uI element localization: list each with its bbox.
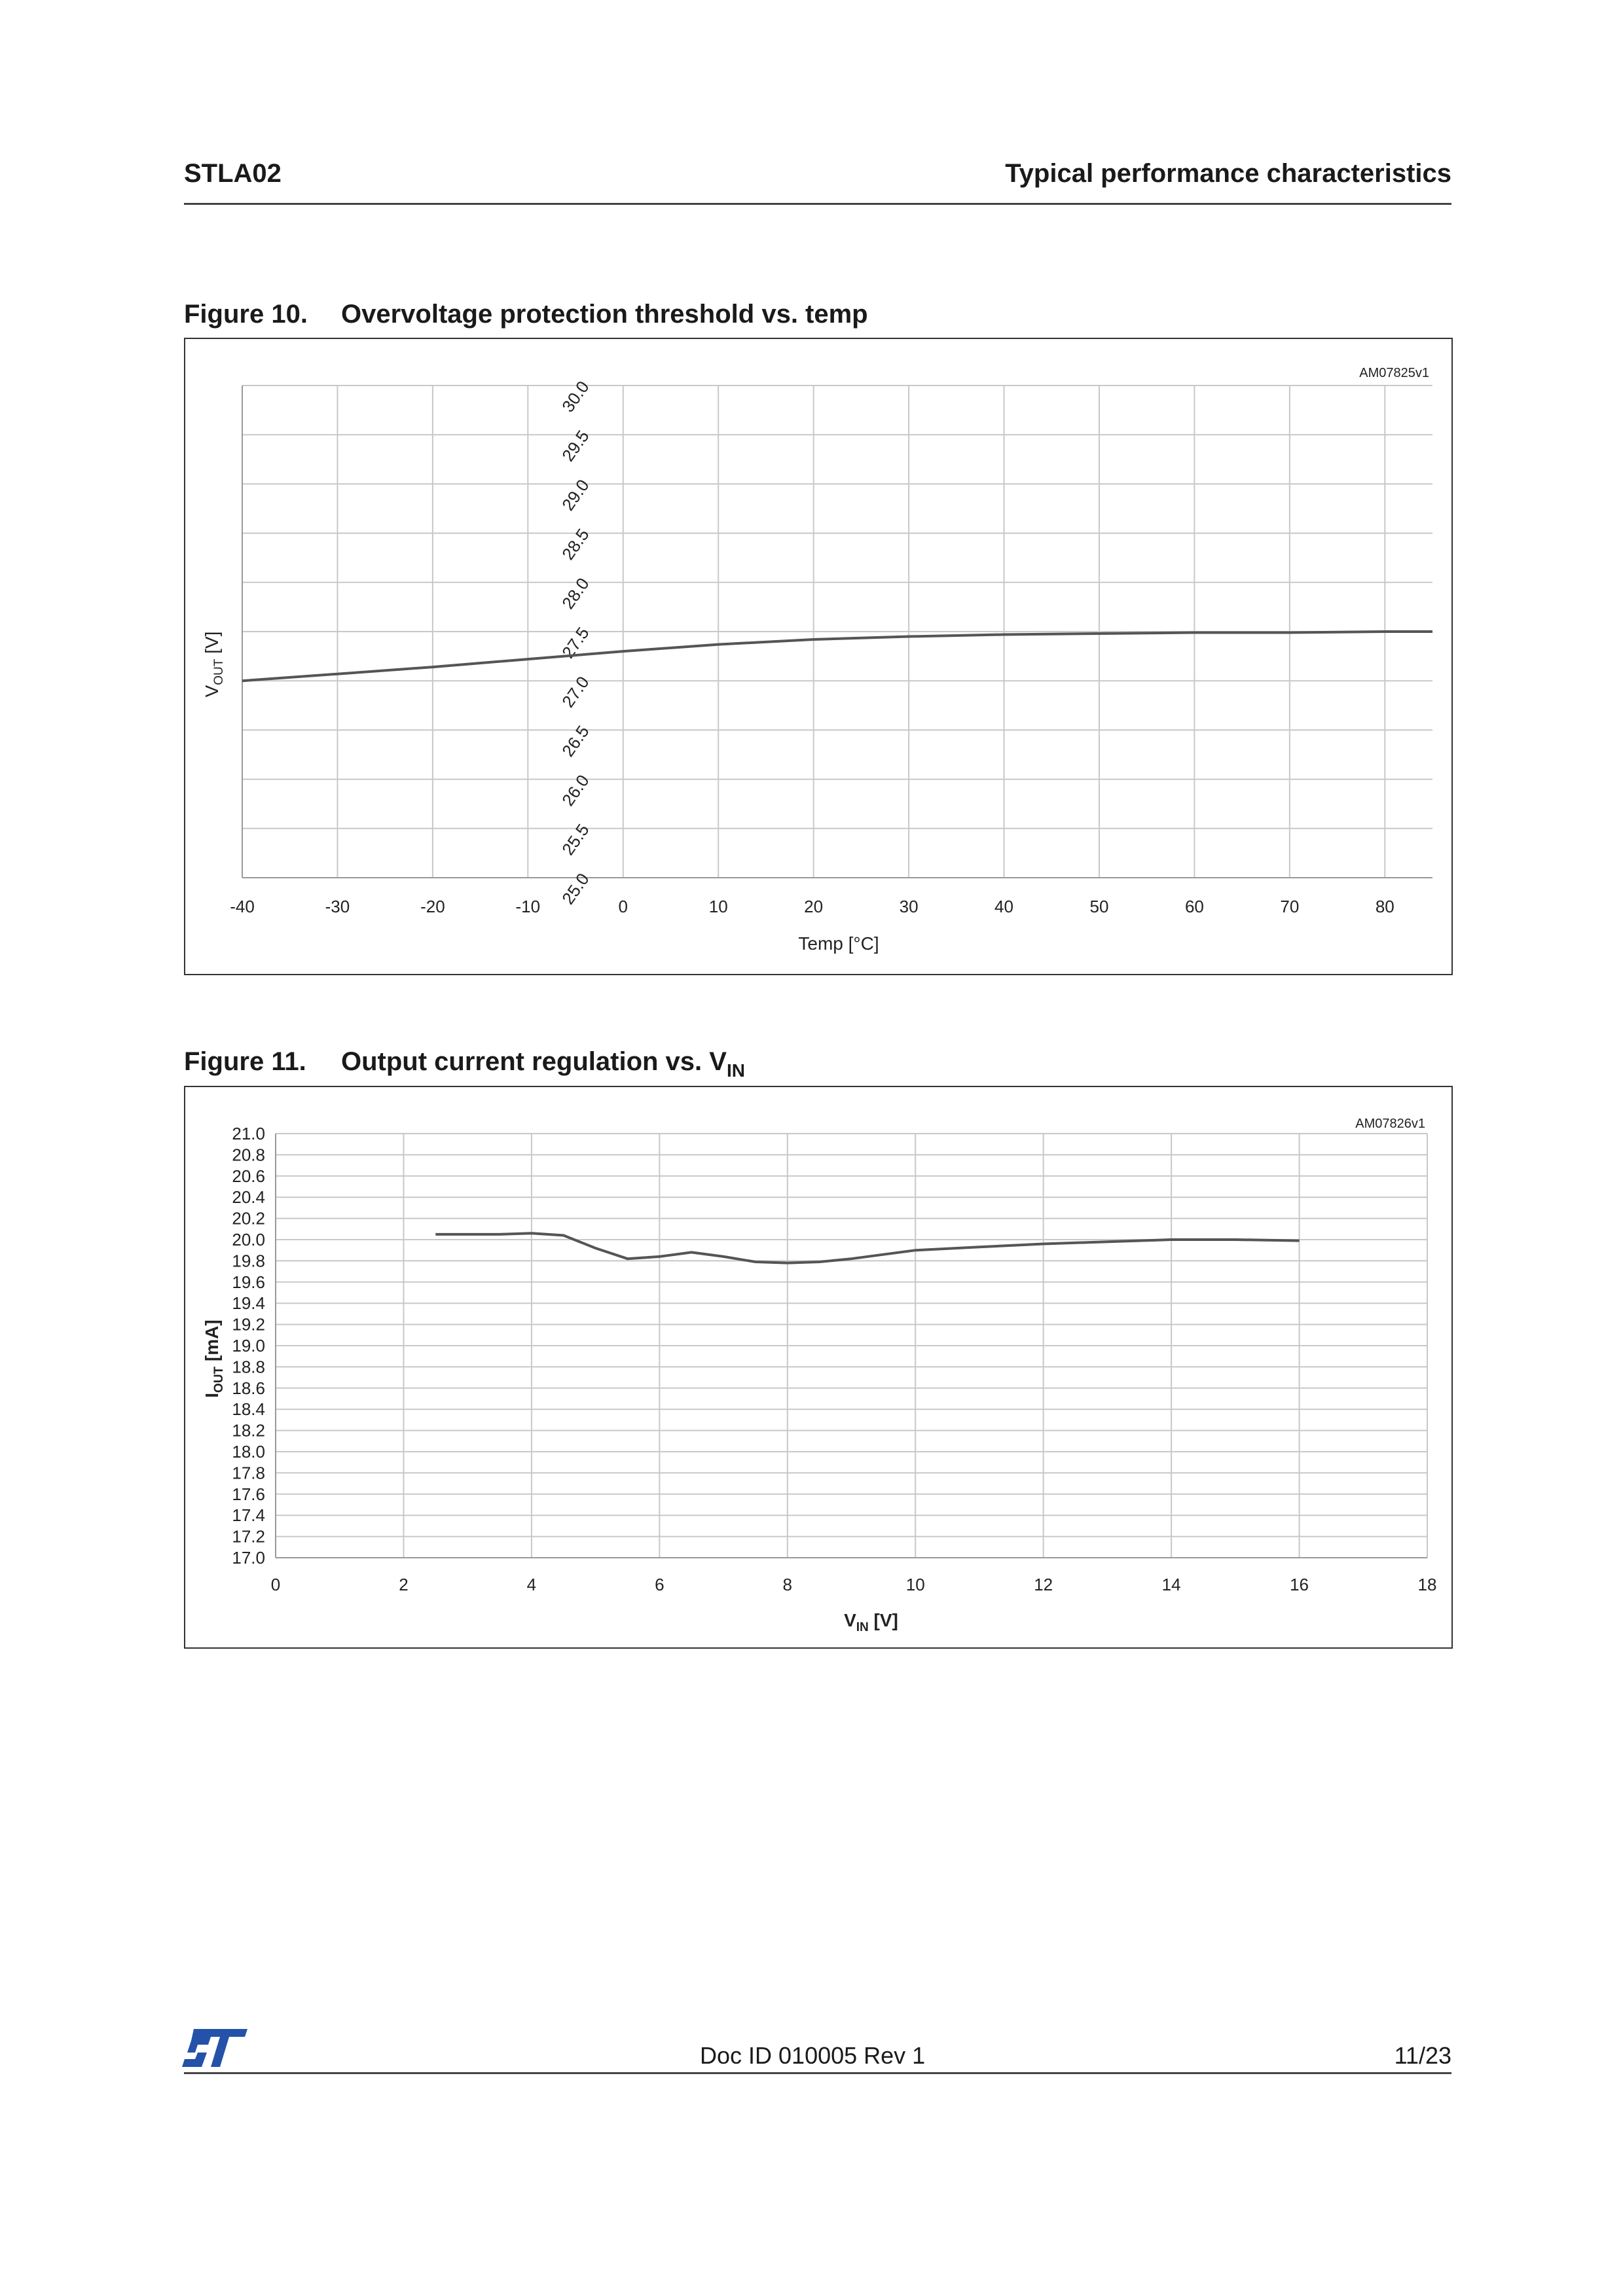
- x-tick-label: 0: [618, 897, 628, 916]
- y-tick-label: 18.2: [232, 1420, 265, 1441]
- y-tick-label: 26.0: [558, 771, 593, 810]
- y-tick-label: 18.0: [232, 1442, 265, 1462]
- y-tick-label: 19.2: [232, 1314, 265, 1335]
- x-tick-label: 18: [1417, 1575, 1437, 1594]
- x-tick-label: 6: [655, 1575, 665, 1594]
- figure-10-caption: [184, 300, 868, 329]
- st-logo: [182, 2028, 249, 2068]
- y-tick-label: 27.5: [558, 623, 593, 662]
- figure-11-title-subscript: IN: [726, 1060, 745, 1081]
- x-tick-label: 10: [905, 1575, 925, 1594]
- figure-10-chart: [185, 339, 1451, 974]
- footer-rule: [184, 2072, 1451, 2074]
- y-tick-label: 20.6: [232, 1166, 265, 1186]
- y-tick-label: 20.4: [232, 1187, 265, 1208]
- y-tick-label: 17.4: [232, 1505, 265, 1526]
- y-tick-label: 25.5: [558, 820, 593, 859]
- x-tick-label: 16: [1290, 1575, 1309, 1594]
- series-line-iout: [435, 1233, 1299, 1263]
- x-tick-label: 30: [899, 897, 919, 916]
- y-axis-label: $V_{OUT}$ [V]: [202, 631, 226, 698]
- y-tick-label: 19.4: [232, 1293, 265, 1314]
- y-tick-label: 18.6: [232, 1378, 265, 1398]
- x-tick-label: 8: [782, 1575, 793, 1594]
- x-tick-label: -30: [325, 897, 350, 916]
- x-tick-label: 10: [708, 897, 728, 916]
- y-tick-label: 28.5: [558, 525, 593, 564]
- x-tick-label: 60: [1184, 897, 1204, 916]
- x-tick-label: 4: [526, 1575, 537, 1594]
- x-tick-label: 70: [1280, 897, 1300, 916]
- x-tick-label: -10: [515, 897, 541, 916]
- x-tick-label: 80: [1375, 897, 1395, 916]
- y-tick-label: 19.8: [232, 1251, 265, 1271]
- y-tick-label: 21.0: [232, 1124, 265, 1143]
- y-tick-label: 17.0: [232, 1548, 265, 1568]
- footer-page-number: 11/23: [1394, 2042, 1451, 2069]
- y-tick-label: 25.0: [558, 869, 593, 908]
- y-tick-label: 19.0: [232, 1336, 265, 1355]
- figure-11-box: [184, 1086, 1453, 1649]
- y-tick-label: 27.0: [558, 672, 593, 711]
- figure-10-title: Overvoltage protection threshold vs. temp: [341, 300, 868, 329]
- x-axis-label: $V_{IN}$ [V]: [844, 1610, 898, 1634]
- y-tick-label: 20.0: [232, 1230, 265, 1249]
- x-tick-label: -40: [230, 897, 255, 916]
- y-tick-label: 17.2: [232, 1526, 265, 1547]
- y-tick-label: 28.0: [558, 574, 593, 613]
- y-tick-label: 18.4: [232, 1399, 265, 1420]
- series-line-vout: [242, 632, 1432, 681]
- figure-10-code: AM07825v1: [1359, 366, 1429, 380]
- y-tick-label: 20.2: [232, 1208, 265, 1229]
- st-logo-icon: [182, 2028, 249, 2068]
- figure-11-chart: [185, 1087, 1451, 1647]
- header-section-title: Typical performance characteristics: [1005, 159, 1451, 188]
- y-tick-label: 19.6: [232, 1272, 265, 1292]
- y-tick-label: 18.8: [232, 1357, 265, 1377]
- x-tick-label: 0: [270, 1575, 281, 1594]
- x-tick-label: 2: [399, 1575, 409, 1594]
- y-axis-label: $I_{OUT}$ [mA]: [202, 1319, 226, 1398]
- figure-11-caption: [184, 1047, 745, 1081]
- header-rule: [184, 203, 1451, 205]
- y-tick-label: 17.8: [232, 1463, 265, 1483]
- footer-doc-id: Doc ID 010005 Rev 1: [700, 2042, 926, 2069]
- y-tick-label: 26.5: [558, 721, 593, 761]
- figure-11-title: Output current regulation vs. V: [341, 1047, 727, 1076]
- x-tick-label: 20: [804, 897, 824, 916]
- y-tick-label: 30.0: [558, 377, 593, 416]
- x-axis-label: Temp [°C]: [798, 933, 879, 954]
- figure-10-box: [184, 338, 1453, 975]
- figure-11-number: Figure 11.: [184, 1047, 306, 1076]
- figure-10-number: Figure 10.: [184, 300, 308, 329]
- figure-11-code: AM07826v1: [1355, 1117, 1425, 1131]
- y-tick-label: 29.0: [558, 475, 593, 514]
- y-tick-label: 17.6: [232, 1484, 265, 1504]
- header-product: STLA02: [184, 159, 282, 188]
- x-tick-label: 50: [1089, 897, 1109, 916]
- x-tick-label: -20: [420, 897, 445, 916]
- x-tick-label: 12: [1034, 1575, 1053, 1594]
- x-tick-label: 40: [994, 897, 1013, 916]
- x-tick-label: 14: [1161, 1575, 1181, 1594]
- y-tick-label: 29.5: [558, 426, 593, 465]
- y-tick-label: 20.8: [232, 1145, 265, 1165]
